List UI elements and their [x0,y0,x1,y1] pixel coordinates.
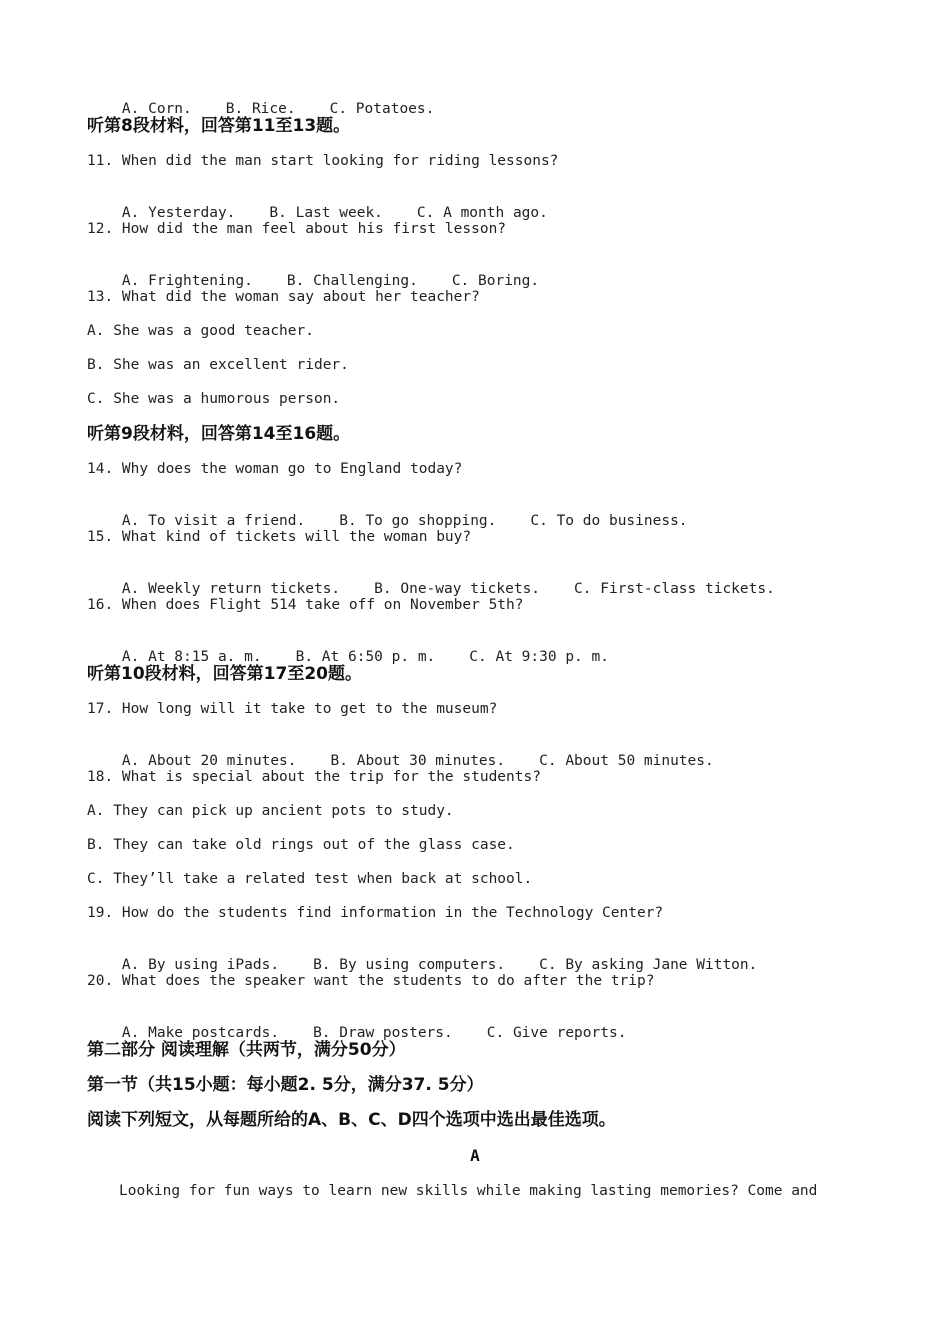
option-c: C. To do business. [530,513,688,529]
option-b: B. One-way tickets. [374,581,541,597]
option-a: A. Make postcards. [121,1025,280,1041]
part2-section1-title: 第一节（共15小题：每小题2. 5分，满分37. 5分） [87,1075,484,1095]
part2-title: 第二部分 阅读理解（共两节，满分50分） [87,1040,406,1060]
q15-question: 15. What kind of tickets will the woman buy? [87,529,472,545]
option-b: B. Last week. [269,205,383,221]
q20-question: 20. What does the speaker want the students to do after the trip? [87,973,655,989]
option-b: B. Rice. [225,101,296,117]
option-c: C. Give reports. [486,1025,627,1041]
section8-header: 听第8段材料，回答第11至13题。 [87,116,351,136]
q19-question: 19. How do the students find information in the Technology Center? [87,905,664,921]
passage-label: A [470,1146,480,1165]
section9-header: 听第9段材料，回答第14至16题。 [87,424,351,444]
q18-option-b: B. They can take old rings out of the glass case. [87,837,515,853]
q13-option-a: A. She was a good teacher. [87,323,314,339]
option-a: A. Weekly return tickets. [121,581,341,597]
q16-question: 16. When does Flight 514 take off on November 5th? [87,597,524,613]
q13-question: 13. What did the woman say about her teacher? [87,289,480,305]
option-c: C. At 9:30 p. m. [469,649,609,665]
option-c: C. About 50 minutes. [539,753,714,769]
option-b: B. To go shopping. [339,513,497,529]
q11-question: 11. When did the man start looking for riding lessons? [87,153,559,169]
option-b: B. Challenging. [286,273,418,289]
option-a: A. About 20 minutes. [121,753,297,769]
option-b: B. At 6:50 p. m. [295,649,436,665]
option-a: A. Frightening. [121,273,253,289]
q18-option-c: C. They’ll take a related test when back at school. [87,871,533,887]
q18-option-a: A. They can pick up ancient pots to study. [87,803,454,819]
option-c: C. First-class tickets. [574,581,775,597]
q13-option-b: B. She was an excellent rider. [87,357,349,373]
option-b: B. By using computers. [313,957,506,973]
q12-question: 12. How did the man feel about his first lesson? [87,221,507,237]
option-c: C. Potatoes. [329,101,435,117]
option-b: B. Draw posters. [313,1025,453,1041]
q18-question: 18. What is special about the trip for the students? [87,769,541,785]
option-a: A. Corn. [121,101,192,117]
option-c: C. Boring. [451,273,540,289]
q14-question: 14. Why does the woman go to England today? [87,461,463,477]
part2-instruction: 阅读下列短文，从每题所给的A、B、C、D四个选项中选出最佳选项。 [87,1110,616,1130]
passage-text: Looking for fun ways to learn new skills while making lasting memories? Come and [119,1183,818,1199]
q13-option-c: C. She was a humorous person. [87,391,341,407]
q17-question: 17. How long will it take to get to the museum? [87,701,498,717]
option-a: A. To visit a friend. [121,513,306,529]
option-a: A. At 8:15 a. m. [121,649,262,665]
option-b: B. About 30 minutes. [330,753,506,769]
section10-header: 听第10段材料，回答第17至20题。 [87,664,362,684]
option-a: A. Yesterday. [121,205,236,221]
option-c: C. A month ago. [416,205,548,221]
option-a: A. By using iPads. [121,957,280,973]
option-c: C. By asking Jane Witton. [539,957,758,973]
